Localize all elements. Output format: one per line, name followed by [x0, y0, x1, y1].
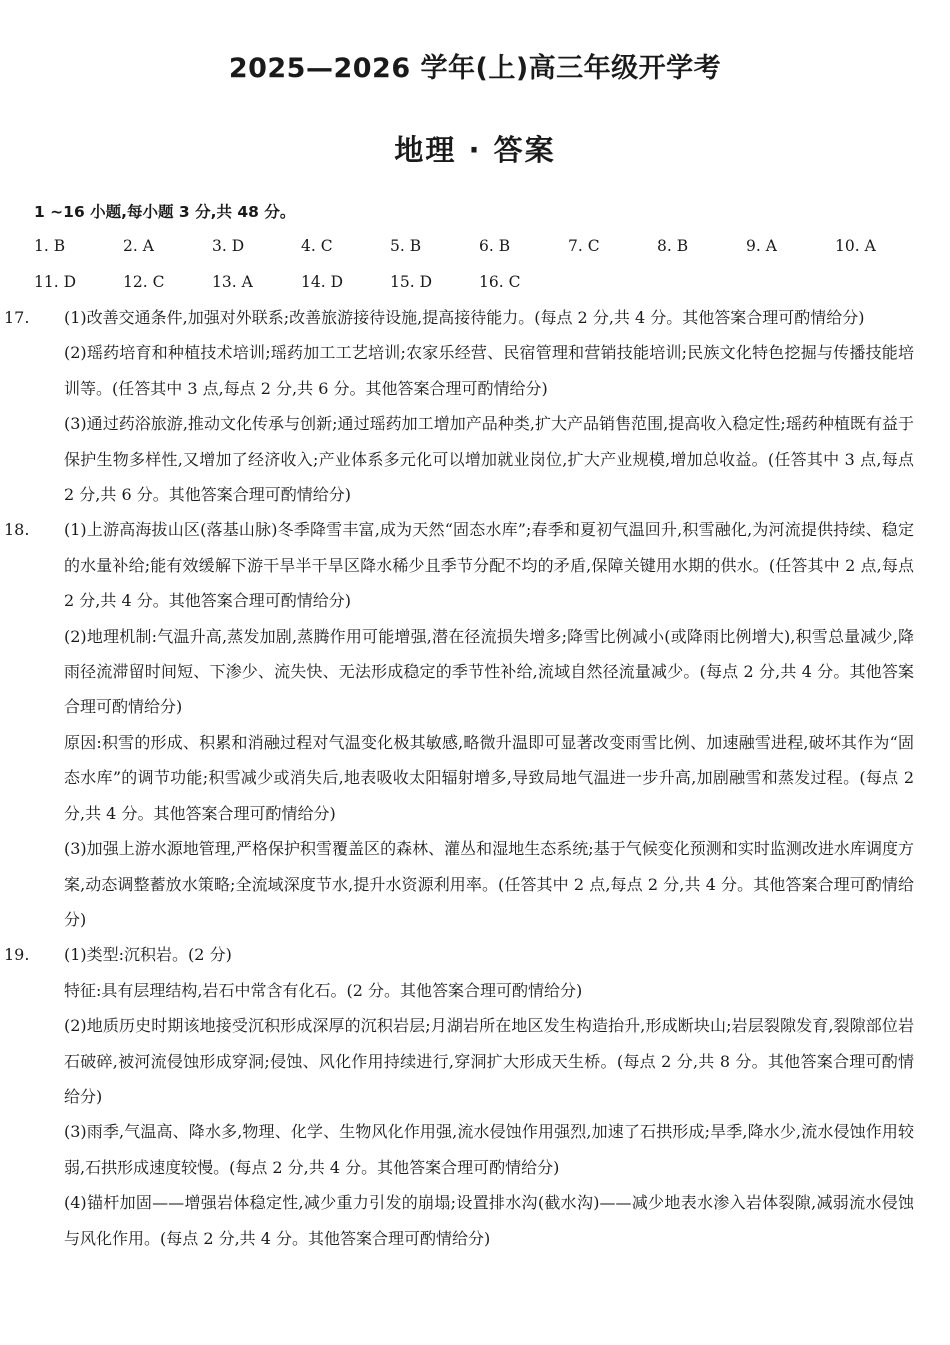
question-17-part-2: (2)瑶药培育和种植技术培训;瑶药加工工艺培训;农家乐经营、民宿管理和营销技能培训;民族文化特色挖掘与传播技能培训等。(任答其中 3 点,每点 2 分,共 6 分。其他答案合理可酌情给分) [64, 343, 914, 398]
mc-answer: 4. C [301, 237, 333, 255]
mc-answer-row [34, 264, 914, 300]
question-number: 19. [4, 945, 30, 965]
question-19-part-4: (4)锚杆加固——增强岩体稳定性,减少重力引发的崩塌;设置排水沟(截水沟)——减少地表水渗入岩体裂隙,减弱流水侵蚀与风化作用。(每点 2 分,共 4 分。其他答案合理可酌情给分) [64, 1193, 914, 1248]
question-17-part-3: (3)通过药浴旅游,推动文化传承与创新;通过瑶药加工增加产品种类,扩大产品销售范围,提高收入稳定性;瑶药种植既有益于保护生物多样性,又增加了经济收入;产业体系多元化可以增加就业岗位,扩大产业规模,增加总收益。(任答其中 3 点,每点 2 分,共 6 分。其他答案合理可酌情给分) [64, 414, 914, 505]
exam-title: 2025—2026 学年(上)高三年级开学考 [228, 53, 722, 84]
question-18-part-2: (2)地理机制:气温升高,蒸发加剧,蒸腾作用可能增强,潜在径流损失增多;降雪比例减小(或降雨比例增大),积雪总量减少,降雨径流滞留时间短、下渗少、流失快、无法形成稳定的季节性补给,流域自然径流量减少。(每点 2 分,共 4 分。其他答案合理可酌情给分) [64, 626, 914, 717]
question-number: 18. [4, 520, 30, 540]
mc-answer: 15. D [390, 273, 433, 291]
question-18-part-3: (3)加强上游水源地管理,严格保护积雪覆盖区的森林、灌丛和湿地生态系统;基于气候变化预测和实时监测改进水库调度方案,动态调整蓄放水策略;全流域深度节水,提升水资源利用率。(任答其中 2 点,每点 2 分,共 4 分。其他答案合理可酌情给分) [64, 839, 914, 929]
answer-text: (1)上游高海拔山区(落基山脉)冬季降雪丰富,成为天然“固态水库”;春季和夏初气温回升,积雪融化,为河流提供持续、稳定的水量补给;能有效缓解下游干旱半干旱区降水稀少且季节分配不均的矛盾,保障关键用水期的供水。(任答其中 2 点,每点 2 分,共 4 分。其他答案合理可酌情给分) [64, 520, 914, 611]
mc-answer: 13. A [212, 273, 253, 291]
mc-answer: 16. C [479, 273, 521, 291]
question-19-part-3: (3)雨季,气温高、降水多,物理、化学、生物风化作用强,流水侵蚀作用强烈,加速了石拱形成;旱季,降水少,流水侵蚀作用较弱,石拱形成速度较慢。(每点 2 分,共 4 分。其他答案合理可酌情给分) [64, 1122, 914, 1177]
answer-text: (1)类型:沉积岩。(2 分) [64, 945, 232, 965]
question-18-reason: 原因:积雪的形成、积累和消融过程对气温变化极其敏感,略微升温即可显著改变雨雪比例、加速融雪进程,破坏其作为“固态水库”的调节功能;积雪减少或消失后,地表吸收太阳辐射增多,导致局地气温进一步升高,加剧融雪和蒸发过程。(每点 2 分,共 4 分。其他答案合理可酌情给分) [64, 732, 914, 823]
mc-answer: 8. B [657, 237, 689, 255]
question-19-part-2: (2)地质历史时期该地接受沉积形成深厚的沉积岩层;月湖岩所在地区发生构造抬升,形成断块山;岩层裂隙发育,裂隙部位岩石破碎,被河流侵蚀形成穿洞;侵蚀、风化作用持续进行,穿洞扩大形成天生桥。(每点 2 分,共 8 分。其他答案合理可酌情给分) [64, 1016, 914, 1106]
mc-answer: 12. C [123, 273, 165, 291]
mc-answer: 10. A [835, 237, 876, 255]
question-19-feature: 特征:具有层理结构,岩石中常含有化石。(2 分。其他答案合理可酌情给分) [64, 980, 583, 1000]
mc-answer: 9. A [746, 237, 777, 255]
answer-text: (1)改善交通条件,加强对外联系;改善旅游接待设施,提高接待能力。(每点 2 分,共 4 分。其他答案合理可酌情给分) [64, 308, 865, 327]
mc-section-header: 1 ~16 小题,每小题 3 分,共 48 分。 [34, 203, 296, 221]
mc-answer: 6. B [479, 237, 511, 255]
answer-content [4, 196, 914, 1256]
mc-answer: 5. B [390, 237, 422, 255]
mc-answer: 11. D [34, 273, 77, 291]
mc-answer: 1. B [34, 237, 66, 255]
question-number: 17. [4, 308, 30, 327]
mc-answer: 3. D [212, 237, 245, 255]
question-17-part-1 [4, 300, 914, 335]
mc-answer-row [34, 228, 914, 264]
mc-answer: 14. D [301, 273, 344, 291]
mc-answer: 2. A [123, 237, 154, 255]
subject-title: 地理 · 答案 [394, 133, 556, 167]
question-19-part-1 [4, 937, 914, 972]
mc-answer: 7. C [568, 237, 600, 255]
question-18-part-1 [4, 512, 914, 618]
